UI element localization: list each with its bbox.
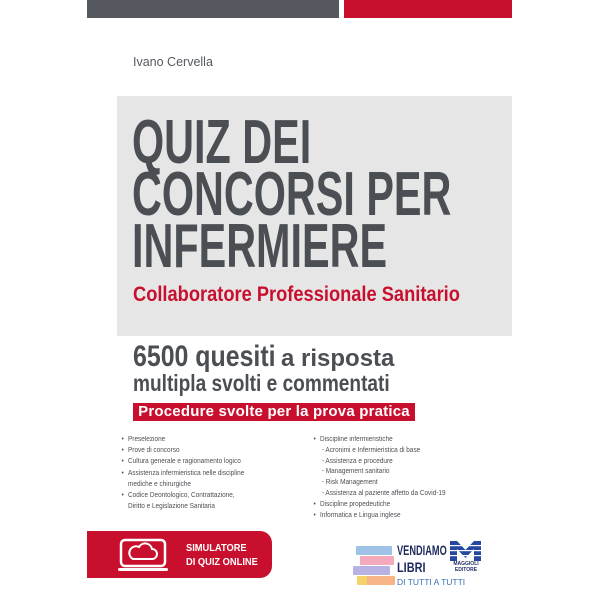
- list-subitem: - Assistenza e procedure: [321, 457, 393, 465]
- list-item-text: • Preselezione: [128, 436, 166, 443]
- headline-line2: multipla svolti e commentati: [133, 370, 390, 396]
- list-item-text: • Prove di concorso: [128, 447, 180, 455]
- top-bar-left: [87, 0, 339, 18]
- author-name: Ivano Cervella: [133, 55, 213, 69]
- top-bar-right: [344, 0, 512, 18]
- list-subitem: - Assistenza al paziente affetto da Covid-19: [321, 489, 446, 497]
- list-item: [128, 490, 244, 512]
- simulator-label-line2: DI QUIZ ONLINE: [186, 557, 258, 568]
- list-item-text: • Discipline propedeutiche: [320, 500, 391, 508]
- list-item-text: Diritto e Legislazione Sanitaria: [128, 503, 215, 511]
- title-line: INFERMIERE: [132, 212, 388, 281]
- headline-rest: a risposta: [281, 345, 395, 372]
- topics-list-left: [128, 434, 244, 512]
- list-item-text: • Assistenza infermieristica nelle discipline: [128, 469, 245, 477]
- publisher-name: [449, 562, 483, 573]
- quiz-simulator-badge: [87, 531, 272, 578]
- computer-cloud-icon: [117, 538, 169, 578]
- simulator-label-line1: SIMULATORE: [186, 543, 247, 554]
- list-subitem: - Acronimi e Infermieristica di base: [321, 446, 421, 454]
- list-item-text: • Codice Deontologico, Contrattazione,: [128, 492, 235, 500]
- headline-count: 6500 quesiti: [133, 340, 276, 373]
- badge-title-line2: LIBRI: [397, 559, 426, 575]
- list-item: [128, 468, 244, 490]
- title-line: QUIZ DEI: [132, 108, 312, 177]
- list-item-text: • Discipline infermieristiche: [320, 436, 393, 443]
- publisher-line2: EDITORE: [454, 566, 478, 573]
- list-item: [128, 445, 244, 456]
- book-title: [132, 108, 592, 281]
- title-line: CONCORSI PER: [132, 160, 452, 229]
- list-item: [128, 456, 244, 467]
- list-subitem: - Risk Management: [321, 479, 378, 487]
- book-subtitle: Collaboratore Professionale Sanitario: [133, 283, 460, 306]
- list-item-text: • Informatica e Lingua inglese: [320, 511, 401, 519]
- badge-tagline: DI TUTTI A TUTTI: [397, 577, 466, 587]
- list-item: [320, 435, 446, 500]
- list-item-text: mediche e chirurgiche: [128, 480, 192, 488]
- procedure-banner: Procedure svolte per la prova pratica: [133, 403, 415, 421]
- topics-list-right: [320, 435, 446, 521]
- list-item-text: • Cultura generale e ragionamento logico: [128, 458, 241, 466]
- list-item: [320, 511, 446, 522]
- list-item: [320, 500, 446, 511]
- list-subitem: - Management sanitario: [321, 468, 390, 476]
- badge-title-line1: VENDIAMO: [397, 542, 447, 558]
- list-item: [128, 434, 244, 445]
- publisher-line1: MAGGIOLI: [453, 561, 479, 567]
- stacked-books-icon: [351, 545, 397, 596]
